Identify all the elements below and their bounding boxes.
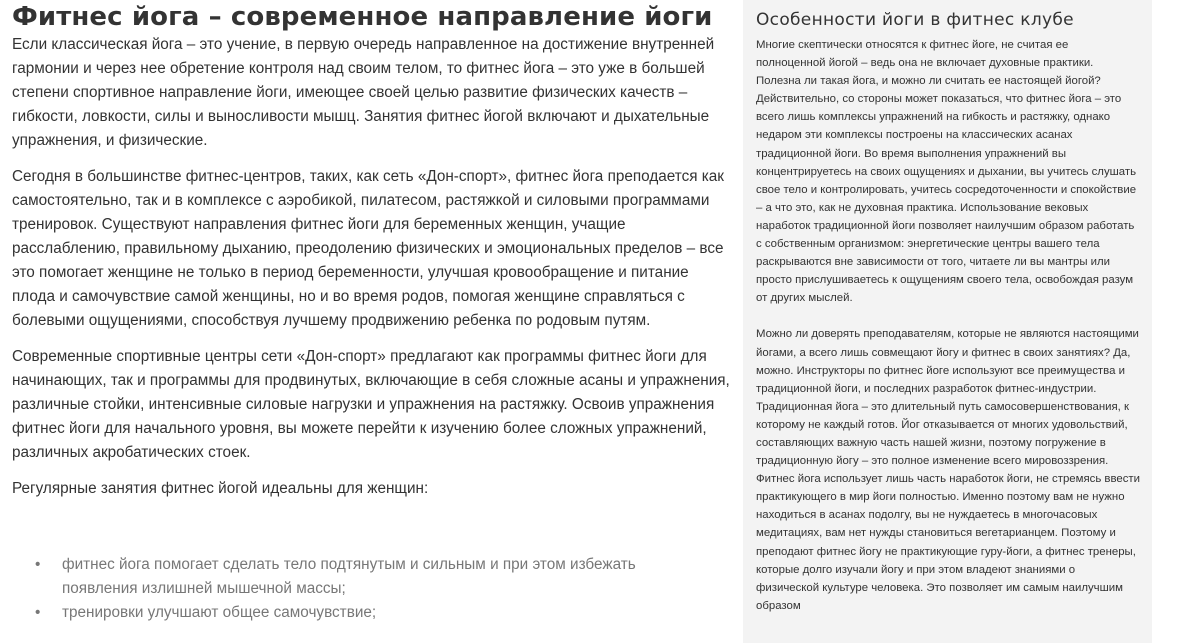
article-main	[12, 0, 734, 643]
article-paragraph-3: Современные спортивные центры сети «Дон-спорт» предлагают как программы фитнес йоги для начинающих, так и программы для продвинутых, включающие в себя сложные асаны и упражнения, различные стойки, интенсивные силовые нагрузки и упражнения на растяжку. Освоив упражнения фитнес йоги для начального уровня, вы можете перейти к изучению более сложных упражнений, различных акробатических стоек.	[12, 348, 730, 461]
list-item	[12, 553, 702, 601]
list-item	[12, 601, 702, 625]
sidebar-paragraph-1: Многие скептически относятся к фитнес йоге, не считая ее полноценной йогой – ведь она не включает духовные практики. Полезна ли такая йога, и можно ли считать ее настоящей йогой? Действительно, со стороны может показаться, что фитнес йога – это всего лишь комплексы упражнений на гибкость и растяжку, однако недаром эти комплексы построены на классических асанах традиционной йоги. Во время выполнения упражнений вы концентрируетесь на своих ощущениях и дыхании, вы учитесь слушать свое тело и контролировать, учитесь сосредоточенности и спокойствие – а что это, как не духовная практика. Использование вековых наработок традиционной йоги позволяет наилучшим образом работать с собственным организмом: энергетические центры вашего тела раскрываются вне зависимости от того, читаете ли вы мантры или просто прислушиваетесь к ощущениям своего тела, освобождая разум от других мыслей.	[756, 39, 1137, 305]
article-paragraph-4: Регулярные занятия фитнес йогой идеальны для женщин:	[12, 480, 429, 497]
sidebar	[743, 0, 1152, 643]
article-paragraph-2: Сегодня в большинстве фитнес-центров, таких, как сеть «Дон-спорт», фитнес йога преподается как самостоятельно, так и в комплексе с аэробикой, пилатесом, растяжкой и силовыми программами тренировок. Существуют направления фитнес йоги для беременных женщин, учащие расслаблению, правильному дыханию, преодолению физических и эмоциональных пределов – все это помогает женщине не только в период беременности, улучшая кровообращение и питание плода и самочувствие самой женщины, но и во время родов, помогая женщине справляться с болевыми ощущениями, способствуя лучшему продвижению ребенка по родовым путям.	[12, 168, 724, 329]
list-item-text: фитнес йога помогает сделать тело подтянутым и сильным и при этом избежать появления излишней мышечной массы;	[62, 556, 636, 597]
list-item-text: тренировки улучшают общее самочувствие;	[62, 604, 377, 621]
article-title: Фитнес йога – современное направление йоги	[12, 2, 713, 32]
article-paragraph-1: Если классическая йога – это учение, в первую очередь направленное на достижение внутренней гармонии и через нее обретение контроля над своим телом, то фитнес йога – это уже в большей степени спортивное направление йоги, имеющее своей целью развитие физических качеств – гибкости, ловкости, силы и выносливости мышц. Занятия фитнес йогой включают и дыхательные упражнения, и физические.	[12, 36, 715, 149]
sidebar-paragraph-2: Можно ли доверять преподавателям, которые не являются настоящими йогами, а всего лишь совмещают йогу и фитнес в своих занятиях? Да, можно. Инструкторы по фитнес йоге используют все преимущества и традиционной йоги, и последних разработок фитнес-индустрии. Традиционная йога – это длительный путь самосовершенствования, к которому не каждый готов. Йог отказывается от многих удовольствий, составляющих важную часть нашей жизни, поэтому погружение в традиционную йогу – это полное изменение всего мировоззрения. Фитнес йога использует лишь часть наработок йоги, не стремясь ввести практикующего в мир йоги полностью. Именно поэтому вам не нужно находиться в асанах подолгу, вы не нуждаетесь в многочасовых медитациях, вам нет нужды становиться вегетарианцем. Поэтому и преподают фитнес йогу не практикующие гуру-йоги, а фитнес тренеры, которые долго изучали йогу и при этом владеют знаниями о физической культуре человека. Это позволяет им самым наилучшим образом	[756, 328, 1141, 612]
bullet-icon: •	[35, 556, 41, 573]
sidebar-title: Особенности йоги в фитнес клубе	[756, 10, 1074, 30]
bullet-icon: •	[35, 604, 41, 621]
benefits-list	[12, 553, 734, 625]
